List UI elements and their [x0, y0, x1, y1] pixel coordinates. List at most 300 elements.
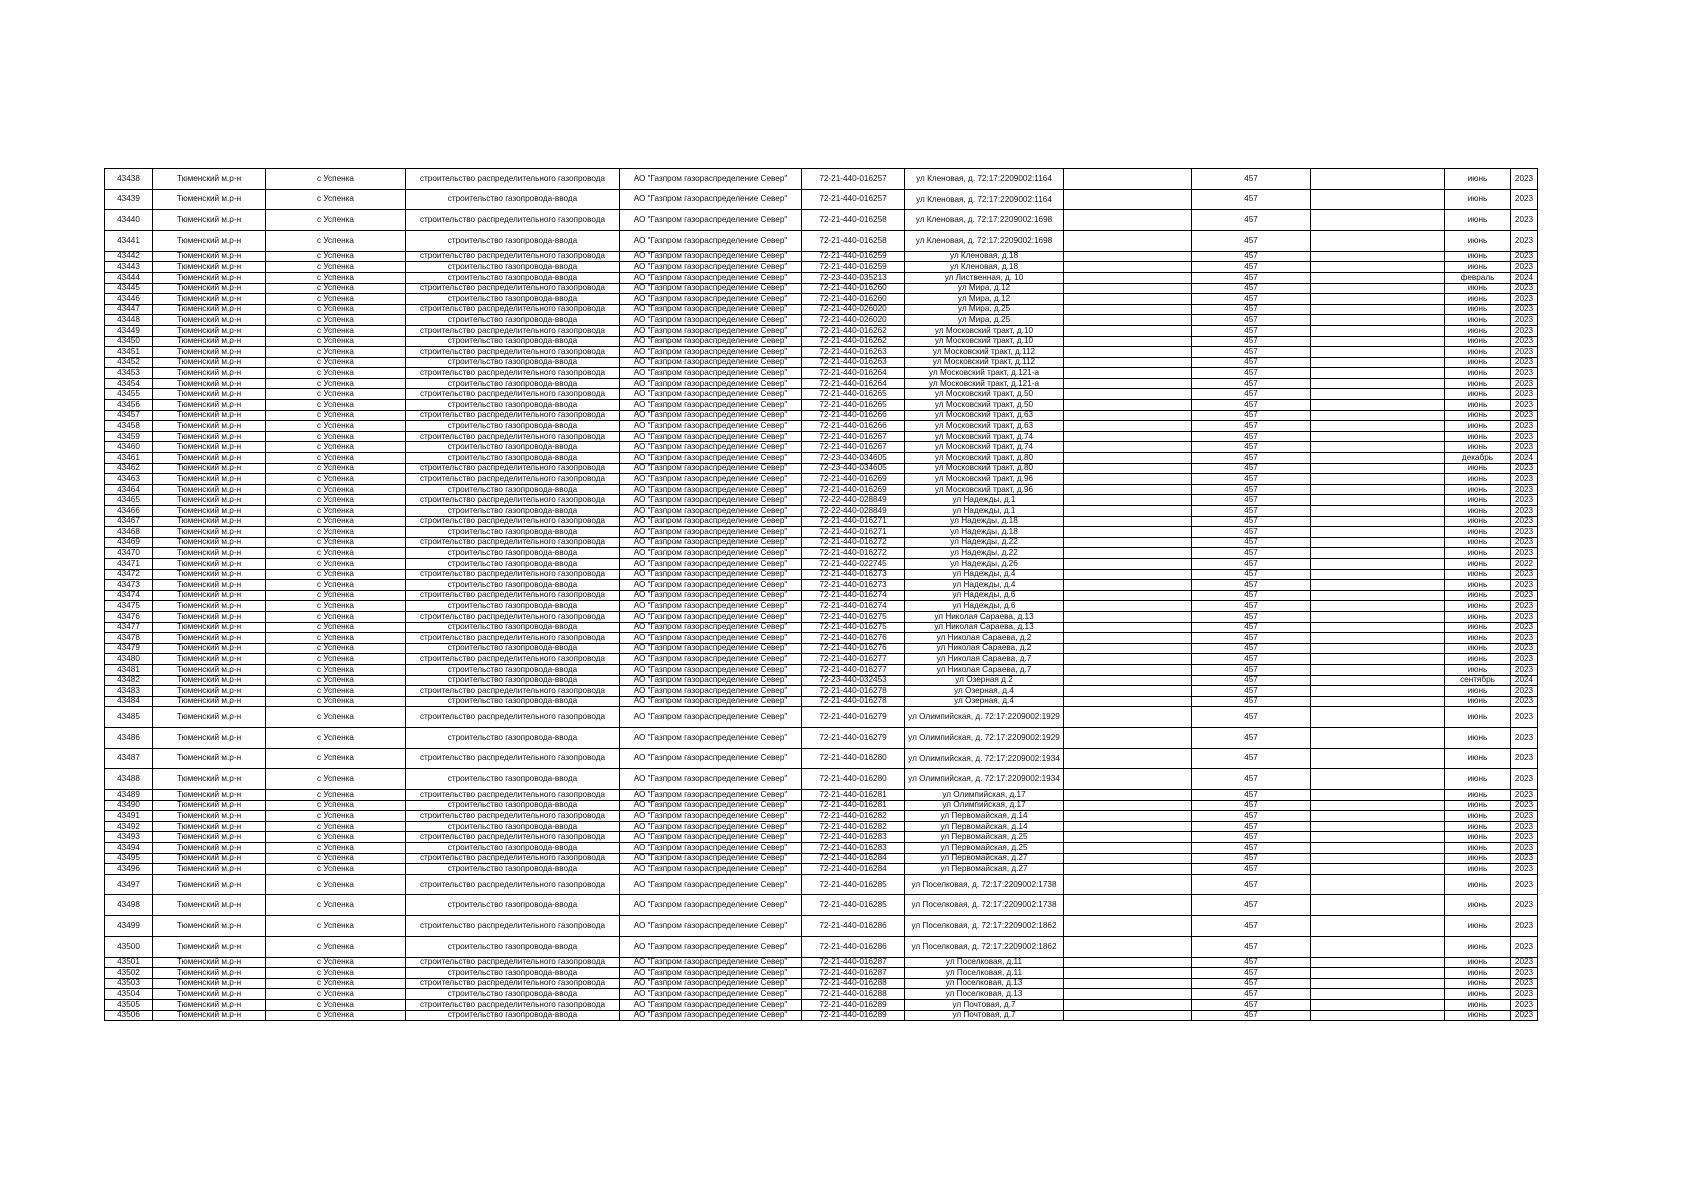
cell-value: 457: [1192, 1010, 1311, 1021]
cell-settlement: с Успенка: [266, 633, 406, 644]
cell-year: 2023: [1511, 832, 1538, 843]
cell-work-type: строительство газопровода-ввода: [406, 727, 620, 748]
cell-number: 72-21-440-016286: [802, 936, 905, 957]
cell-month: июнь: [1445, 696, 1511, 707]
cell-blank2: [1311, 548, 1445, 559]
cell-settlement: с Успенка: [266, 989, 406, 1000]
cell-address: ул Московский тракт, д.96: [905, 474, 1064, 485]
cell-value: 457: [1192, 378, 1311, 389]
cell-month: июнь: [1445, 957, 1511, 968]
cell-value: 457: [1192, 463, 1311, 474]
cell-settlement: с Успенка: [266, 304, 406, 315]
cell-district: Тюменский м.р-н: [153, 378, 266, 389]
cell-work-type: строительство газопровода-ввода: [406, 484, 620, 495]
cell-settlement: с Успенка: [266, 506, 406, 517]
table-row: [105, 874, 1538, 895]
cell-year: 2023: [1511, 169, 1538, 190]
cell-organization: АО "Газпром газораспределение Север": [620, 643, 802, 654]
cell-month: июнь: [1445, 442, 1511, 453]
cell-month: июнь: [1445, 643, 1511, 654]
cell-value: 457: [1192, 843, 1311, 854]
table-row: [105, 389, 1538, 400]
cell-year: 2023: [1511, 821, 1538, 832]
cell-address: ул Поселковая, д. 72:17:2209002:1862: [905, 916, 1064, 937]
cell-id: 43489: [105, 790, 153, 801]
table-row: [105, 378, 1538, 389]
cell-number: 72-21-440-016260: [802, 283, 905, 294]
cell-blank1: [1064, 611, 1192, 622]
data-table: [104, 168, 1538, 1021]
cell-blank1: [1064, 707, 1192, 728]
table-row: [105, 707, 1538, 728]
cell-settlement: с Успенка: [266, 421, 406, 432]
cell-blank1: [1064, 989, 1192, 1000]
cell-blank1: [1064, 378, 1192, 389]
cell-district: Тюменский м.р-н: [153, 832, 266, 843]
cell-value: 457: [1192, 558, 1311, 569]
cell-blank1: [1064, 347, 1192, 358]
cell-number: 72-21-440-016269: [802, 474, 905, 485]
cell-number: 72-21-440-016287: [802, 968, 905, 979]
cell-work-type: строительство распределительного газопровода: [406, 874, 620, 895]
cell-blank1: [1064, 916, 1192, 937]
cell-blank1: [1064, 800, 1192, 811]
table-row: [105, 978, 1538, 989]
cell-work-type: строительство распределительного газопровода: [406, 210, 620, 231]
cell-settlement: с Успенка: [266, 790, 406, 801]
cell-blank2: [1311, 283, 1445, 294]
cell-address: ул Олимпийская, д. 72:17:2209002:1929: [905, 707, 1064, 728]
cell-year: 2023: [1511, 590, 1538, 601]
cell-district: Тюменский м.р-н: [153, 978, 266, 989]
cell-number: 72-21-440-016274: [802, 590, 905, 601]
cell-month: июнь: [1445, 506, 1511, 517]
cell-settlement: с Успенка: [266, 622, 406, 633]
cell-work-type: строительство газопровода-ввода: [406, 294, 620, 305]
cell-value: 457: [1192, 622, 1311, 633]
cell-work-type: строительство газопровода-ввода: [406, 864, 620, 875]
cell-settlement: с Успенка: [266, 210, 406, 231]
cell-month: июнь: [1445, 474, 1511, 485]
cell-district: Тюменский м.р-н: [153, 707, 266, 728]
cell-blank1: [1064, 769, 1192, 790]
cell-blank1: [1064, 686, 1192, 697]
cell-blank1: [1064, 874, 1192, 895]
cell-number: 72-21-440-016275: [802, 622, 905, 633]
cell-blank2: [1311, 189, 1445, 210]
cell-year: 2023: [1511, 400, 1538, 411]
cell-month: июнь: [1445, 210, 1511, 231]
cell-year: 2023: [1511, 874, 1538, 895]
table-row: [105, 283, 1538, 294]
cell-value: 457: [1192, 389, 1311, 400]
cell-district: Тюменский м.р-н: [153, 727, 266, 748]
cell-value: 457: [1192, 853, 1311, 864]
cell-id: 43459: [105, 431, 153, 442]
cell-organization: АО "Газпром газораспределение Север": [620, 686, 802, 697]
cell-address: ул Московский тракт, д.63: [905, 410, 1064, 421]
cell-blank1: [1064, 664, 1192, 675]
cell-settlement: с Успенка: [266, 1010, 406, 1021]
table-row: [105, 169, 1538, 190]
cell-id: 43472: [105, 569, 153, 580]
cell-number: 72-21-440-016282: [802, 821, 905, 832]
cell-month: июнь: [1445, 664, 1511, 675]
cell-blank1: [1064, 527, 1192, 538]
cell-address: ул Мира, д.25: [905, 315, 1064, 326]
cell-id: 43439: [105, 189, 153, 210]
cell-value: 457: [1192, 315, 1311, 326]
cell-work-type: строительство газопровода-ввода: [406, 400, 620, 411]
cell-month: июнь: [1445, 283, 1511, 294]
table-row: [105, 368, 1538, 379]
cell-district: Тюменский м.р-н: [153, 548, 266, 559]
cell-blank1: [1064, 389, 1192, 400]
table-row: [105, 474, 1538, 485]
cell-blank2: [1311, 957, 1445, 968]
cell-organization: АО "Газпром газораспределение Север": [620, 336, 802, 347]
cell-blank1: [1064, 506, 1192, 517]
cell-work-type: строительство газопровода-ввода: [406, 558, 620, 569]
cell-work-type: строительство распределительного газопровода: [406, 957, 620, 968]
cell-organization: АО "Газпром газораспределение Север": [620, 378, 802, 389]
table-row: [105, 325, 1538, 336]
cell-year: 2024: [1511, 453, 1538, 464]
table-row: [105, 516, 1538, 527]
cell-blank2: [1311, 336, 1445, 347]
cell-month: июнь: [1445, 611, 1511, 622]
cell-blank1: [1064, 633, 1192, 644]
cell-address: ул Московский тракт, д.74: [905, 442, 1064, 453]
cell-blank1: [1064, 1010, 1192, 1021]
cell-blank1: [1064, 304, 1192, 315]
cell-value: 457: [1192, 431, 1311, 442]
table-row: [105, 769, 1538, 790]
cell-settlement: с Успенка: [266, 811, 406, 822]
cell-organization: АО "Газпром газораспределение Север": [620, 410, 802, 421]
cell-district: Тюменский м.р-н: [153, 169, 266, 190]
cell-number: 72-21-440-016278: [802, 696, 905, 707]
cell-number: 72-21-440-016264: [802, 368, 905, 379]
cell-blank2: [1311, 210, 1445, 231]
cell-blank1: [1064, 262, 1192, 273]
cell-number: 72-23-440-035213: [802, 272, 905, 283]
cell-address: ул Почтовая, д.7: [905, 999, 1064, 1010]
cell-blank2: [1311, 832, 1445, 843]
table-row: [105, 315, 1538, 326]
cell-district: Тюменский м.р-н: [153, 590, 266, 601]
table-row: [105, 821, 1538, 832]
cell-district: Тюменский м.р-н: [153, 843, 266, 854]
cell-work-type: строительство газопровода-ввода: [406, 843, 620, 854]
cell-organization: АО "Газпром газораспределение Север": [620, 968, 802, 979]
cell-blank1: [1064, 210, 1192, 231]
cell-settlement: с Успенка: [266, 294, 406, 305]
table-row: [105, 968, 1538, 979]
cell-year: 2023: [1511, 189, 1538, 210]
cell-year: 2023: [1511, 283, 1538, 294]
table-row: [105, 210, 1538, 231]
cell-blank2: [1311, 294, 1445, 305]
cell-organization: АО "Газпром газораспределение Север": [620, 874, 802, 895]
cell-work-type: строительство газопровода-ввода: [406, 769, 620, 790]
cell-address: ул Надежды, д.6: [905, 590, 1064, 601]
cell-month: июнь: [1445, 864, 1511, 875]
cell-value: 457: [1192, 569, 1311, 580]
cell-work-type: строительство распределительного газопровода: [406, 832, 620, 843]
cell-address: ул Кленовая, д. 72:17:2209002:1698: [905, 231, 1064, 252]
cell-settlement: с Успенка: [266, 874, 406, 895]
cell-month: июнь: [1445, 548, 1511, 559]
cell-month: июнь: [1445, 811, 1511, 822]
cell-settlement: с Успенка: [266, 347, 406, 358]
cell-month: февраль: [1445, 272, 1511, 283]
cell-id: 43473: [105, 580, 153, 591]
cell-id: 43481: [105, 664, 153, 675]
cell-blank1: [1064, 999, 1192, 1010]
cell-work-type: строительство распределительного газопровода: [406, 707, 620, 728]
cell-settlement: с Успенка: [266, 558, 406, 569]
cell-month: июнь: [1445, 832, 1511, 843]
cell-value: 457: [1192, 601, 1311, 612]
cell-blank2: [1311, 790, 1445, 801]
cell-id: 43444: [105, 272, 153, 283]
cell-address: ул Кленовая, д. 72:17:2209002:1698: [905, 210, 1064, 231]
cell-district: Тюменский м.р-н: [153, 968, 266, 979]
cell-work-type: строительство распределительного газопровода: [406, 590, 620, 601]
cell-id: 43466: [105, 506, 153, 517]
cell-settlement: с Успенка: [266, 251, 406, 262]
cell-value: 457: [1192, 978, 1311, 989]
table-row: [105, 611, 1538, 622]
cell-value: 457: [1192, 304, 1311, 315]
table-row: [105, 999, 1538, 1010]
cell-work-type: строительство газопровода-ввода: [406, 189, 620, 210]
cell-year: 2023: [1511, 611, 1538, 622]
cell-year: 2023: [1511, 916, 1538, 937]
table-row: [105, 686, 1538, 697]
cell-number: 72-21-440-016265: [802, 389, 905, 400]
cell-settlement: с Успенка: [266, 895, 406, 916]
cell-blank1: [1064, 400, 1192, 411]
cell-settlement: с Успенка: [266, 999, 406, 1010]
cell-month: июнь: [1445, 968, 1511, 979]
cell-id: 43451: [105, 347, 153, 358]
cell-work-type: строительство распределительного газопровода: [406, 916, 620, 937]
cell-settlement: с Успенка: [266, 516, 406, 527]
cell-organization: АО "Газпром газораспределение Север": [620, 843, 802, 854]
cell-work-type: строительство газопровода-ввода: [406, 821, 620, 832]
cell-month: июнь: [1445, 843, 1511, 854]
cell-address: ул Первомайская, д.27: [905, 864, 1064, 875]
cell-id: 43479: [105, 643, 153, 654]
cell-blank1: [1064, 843, 1192, 854]
cell-organization: АО "Газпром газораспределение Север": [620, 262, 802, 273]
cell-blank2: [1311, 304, 1445, 315]
cell-number: 72-21-440-016279: [802, 727, 905, 748]
cell-number: 72-21-440-016266: [802, 421, 905, 432]
cell-blank1: [1064, 325, 1192, 336]
cell-organization: АО "Газпром газораспределение Север": [620, 357, 802, 368]
cell-number: 72-21-440-016280: [802, 769, 905, 790]
cell-year: 2023: [1511, 537, 1538, 548]
cell-number: 72-21-440-016284: [802, 864, 905, 875]
cell-district: Тюменский м.р-н: [153, 1010, 266, 1021]
cell-blank2: [1311, 516, 1445, 527]
cell-number: 72-21-440-016273: [802, 580, 905, 591]
cell-id: 43480: [105, 654, 153, 665]
cell-district: Тюменский м.р-н: [153, 421, 266, 432]
cell-id: 43505: [105, 999, 153, 1010]
cell-blank1: [1064, 957, 1192, 968]
cell-blank1: [1064, 569, 1192, 580]
cell-number: 72-22-440-028849: [802, 506, 905, 517]
cell-address: ул Поселковая, д. 72:17:2209002:1738: [905, 895, 1064, 916]
cell-district: Тюменский м.р-н: [153, 664, 266, 675]
cell-district: Тюменский м.р-н: [153, 537, 266, 548]
table-row: [105, 601, 1538, 612]
cell-year: 2023: [1511, 251, 1538, 262]
cell-district: Тюменский м.р-н: [153, 506, 266, 517]
cell-district: Тюменский м.р-н: [153, 611, 266, 622]
cell-blank2: [1311, 916, 1445, 937]
cell-year: 2023: [1511, 664, 1538, 675]
cell-organization: АО "Газпром газораспределение Север": [620, 304, 802, 315]
cell-id: 43498: [105, 895, 153, 916]
cell-work-type: строительство газопровода-ввода: [406, 580, 620, 591]
cell-organization: АО "Газпром газораспределение Север": [620, 400, 802, 411]
cell-year: 2023: [1511, 347, 1538, 358]
cell-address: ул Поселковая, д. 72:17:2209002:1862: [905, 936, 1064, 957]
cell-address: ул Первомайская, д.14: [905, 821, 1064, 832]
cell-organization: АО "Газпром газораспределение Север": [620, 957, 802, 968]
cell-settlement: с Успенка: [266, 727, 406, 748]
cell-district: Тюменский м.р-н: [153, 516, 266, 527]
cell-id: 43494: [105, 843, 153, 854]
table-row: [105, 654, 1538, 665]
cell-organization: АО "Газпром газораспределение Север": [620, 832, 802, 843]
cell-district: Тюменский м.р-н: [153, 262, 266, 273]
cell-blank1: [1064, 643, 1192, 654]
cell-blank2: [1311, 169, 1445, 190]
cell-settlement: с Успенка: [266, 527, 406, 538]
cell-work-type: строительство распределительного газопровода: [406, 686, 620, 697]
cell-year: 2023: [1511, 325, 1538, 336]
cell-settlement: с Успенка: [266, 769, 406, 790]
cell-blank1: [1064, 474, 1192, 485]
cell-organization: АО "Газпром газораспределение Север": [620, 368, 802, 379]
cell-address: ул Мира, д.12: [905, 294, 1064, 305]
cell-id: 43482: [105, 675, 153, 686]
cell-blank2: [1311, 410, 1445, 421]
cell-year: 2023: [1511, 686, 1538, 697]
cell-blank2: [1311, 400, 1445, 411]
cell-number: 72-21-440-016283: [802, 843, 905, 854]
cell-address: ул Первомайская, д.25: [905, 832, 1064, 843]
cell-month: июнь: [1445, 484, 1511, 495]
cell-address: ул Олимпийская, д. 72:17:2209002:1934: [905, 748, 1064, 769]
cell-year: 2023: [1511, 811, 1538, 822]
cell-organization: АО "Газпром газораспределение Север": [620, 569, 802, 580]
cell-organization: АО "Газпром газораспределение Север": [620, 727, 802, 748]
cell-address: ул Поселковая, д.11: [905, 968, 1064, 979]
table-row: [105, 696, 1538, 707]
cell-month: июнь: [1445, 378, 1511, 389]
cell-id: 43469: [105, 537, 153, 548]
cell-blank2: [1311, 463, 1445, 474]
cell-work-type: строительство распределительного газопровода: [406, 325, 620, 336]
cell-blank2: [1311, 474, 1445, 485]
cell-blank2: [1311, 569, 1445, 580]
cell-address: ул Надежды, д.1: [905, 495, 1064, 506]
table-row: [105, 442, 1538, 453]
cell-settlement: с Успенка: [266, 537, 406, 548]
cell-organization: АО "Газпром газораспределение Север": [620, 347, 802, 358]
cell-address: ул Надежды, д.6: [905, 601, 1064, 612]
cell-number: 72-21-440-016262: [802, 336, 905, 347]
cell-settlement: с Успенка: [266, 189, 406, 210]
cell-number: 72-21-440-016283: [802, 832, 905, 843]
cell-number: 72-21-440-016287: [802, 957, 905, 968]
cell-number: 72-21-440-016264: [802, 378, 905, 389]
cell-address: ул Московский тракт, д.63: [905, 421, 1064, 432]
cell-year: 2023: [1511, 304, 1538, 315]
cell-value: 457: [1192, 357, 1311, 368]
cell-year: 2023: [1511, 463, 1538, 474]
cell-address: ул Московский тракт, д.96: [905, 484, 1064, 495]
cell-organization: АО "Газпром газораспределение Север": [620, 453, 802, 464]
cell-id: 43440: [105, 210, 153, 231]
cell-blank2: [1311, 262, 1445, 273]
cell-district: Тюменский м.р-н: [153, 463, 266, 474]
cell-blank2: [1311, 800, 1445, 811]
cell-blank2: [1311, 421, 1445, 432]
cell-value: 457: [1192, 696, 1311, 707]
cell-district: Тюменский м.р-н: [153, 790, 266, 801]
cell-id: 43484: [105, 696, 153, 707]
cell-number: 72-23-440-034605: [802, 453, 905, 464]
cell-blank1: [1064, 727, 1192, 748]
cell-number: 72-21-440-016263: [802, 347, 905, 358]
cell-value: 457: [1192, 874, 1311, 895]
cell-organization: АО "Газпром газораспределение Север": [620, 999, 802, 1010]
cell-year: 2022: [1511, 558, 1538, 569]
cell-value: 457: [1192, 707, 1311, 728]
cell-id: 43443: [105, 262, 153, 273]
cell-address: ул Поселковая, д.11: [905, 957, 1064, 968]
cell-year: 2023: [1511, 484, 1538, 495]
cell-blank2: [1311, 843, 1445, 854]
cell-month: июнь: [1445, 231, 1511, 252]
cell-settlement: с Успенка: [266, 800, 406, 811]
cell-number: 72-21-440-016267: [802, 431, 905, 442]
cell-blank1: [1064, 431, 1192, 442]
cell-organization: АО "Газпром газораспределение Север": [620, 558, 802, 569]
cell-id: 43500: [105, 936, 153, 957]
cell-address: ул Николая Сараева, д.2: [905, 643, 1064, 654]
cell-month: июнь: [1445, 874, 1511, 895]
cell-organization: АО "Газпром газораспределение Север": [620, 748, 802, 769]
cell-settlement: с Успенка: [266, 968, 406, 979]
cell-month: июнь: [1445, 686, 1511, 697]
cell-address: ул Московский тракт, д.80: [905, 463, 1064, 474]
table-row: [105, 357, 1538, 368]
cell-settlement: с Успенка: [266, 315, 406, 326]
cell-work-type: строительство газопровода-ввода: [406, 442, 620, 453]
cell-address: ул Надежды, д.4: [905, 569, 1064, 580]
cell-blank1: [1064, 537, 1192, 548]
cell-organization: АО "Газпром газораспределение Север": [620, 431, 802, 442]
